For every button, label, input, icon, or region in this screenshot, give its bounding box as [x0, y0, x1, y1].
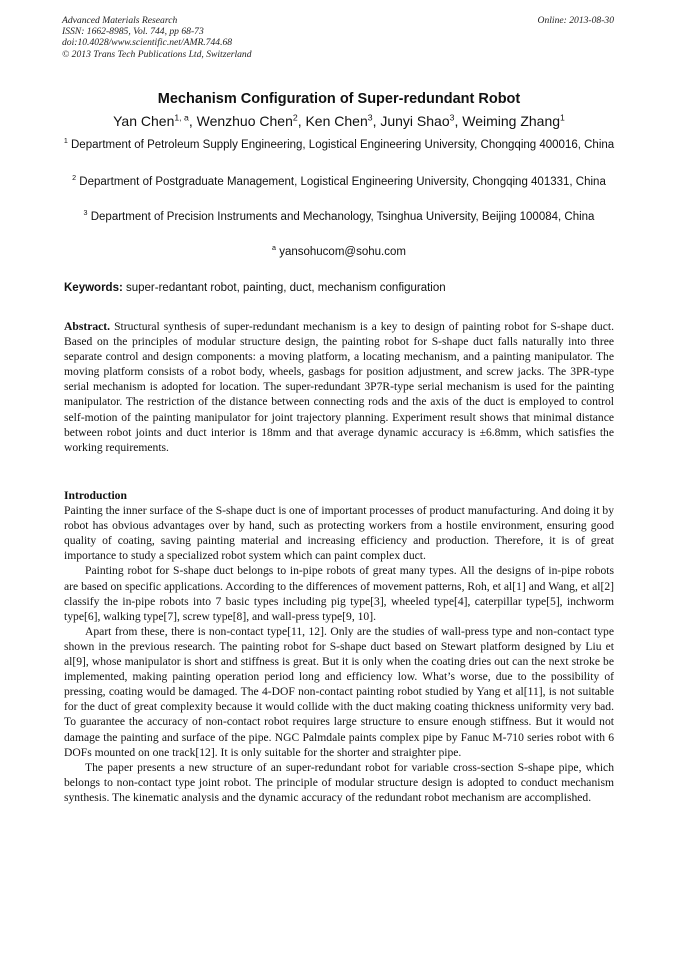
- online-date: Online: 2013-08-30: [537, 15, 614, 26]
- email-sup: a: [272, 244, 276, 253]
- abstract: [64, 319, 614, 455]
- affiliation-sup: 2: [72, 174, 77, 183]
- affiliation-text: Department of Postgraduate Management, Logistical Engineering University, Chongqing 401331, China: [79, 176, 606, 188]
- keywords: [64, 282, 616, 294]
- affiliation-2: [50, 175, 628, 191]
- author-sup: 1, a: [174, 112, 189, 123]
- affiliation-3: [50, 210, 628, 226]
- author-sup: 3: [367, 112, 373, 123]
- author-name: Wenzhuo Chen: [196, 113, 293, 129]
- author-sup: 2: [292, 112, 298, 123]
- introduction-section: [64, 488, 614, 805]
- author-list: Yan Chen$^{1, a}$, Wenzhuo Chen$^2$, Ken Chen$^3$, Junyi Shao$^3$, Weiming Zhang$^1$: [113, 112, 565, 129]
- affiliation-text: Department of Precision Instruments and Mechanology, Tsinghua University, Beijing 100084, China: [90, 211, 595, 223]
- section-heading: Introduction: [64, 489, 127, 502]
- doi-line: doi:10.4028/www.scientific.net/AMR.744.68: [62, 37, 233, 49]
- affiliation-text: Department of Petroleum Supply Engineering, Logistical Engineering University, Chongqing 400016, China: [71, 139, 615, 151]
- affiliation-1: [50, 138, 628, 154]
- journal-header: [62, 15, 252, 60]
- paragraph: Apart from these, there is non-contact type[11, 12]. Only are the studies of wall-press type and non-contact type shown in the previous research. The painting robot for S-shape duct based on Stewart platform designed by Liu et al[9], whose manipulator is short and stiffness is great. But it is only when the coating dries out can the next stroke be implemented, making painting operation period long and efficiency low. What’s worse, due to the possibility of pressing, coating would be damaged. The 4-DOF non-contact painting robot studied by Yang et al[11], is not suitable for the duct of great complexity because it would collide with the duct making coating thickness uniformity very bad. To guarantee the accuracy of non-contact robot requires large structure to ensure enough stiffness. But it would not damage the painting and surface of the pipe. NGC Palmdale paints complex pipe by Fanuc M-710 series robot with 6 DOFs mounted on one track[12]. It is only suitable for the shorter and straighter pipe.: [64, 624, 614, 759]
- author-sup: 1: [560, 112, 565, 123]
- author-name: Weiming Zhang: [462, 113, 561, 129]
- email-link[interactable]: yansohucom@sohu.com: [279, 246, 406, 258]
- author-email: [0, 246, 678, 258]
- issn-line: ISSN: 1662-8985, Vol. 744, pp 68-73: [62, 26, 204, 38]
- affiliation-sup: 3: [83, 209, 88, 218]
- keywords-label: Keywords:: [64, 282, 123, 294]
- paragraph: Painting robot for S-shape duct belongs to in-pipe robots of great many types. All the designs of in-pipe robots are based on specific applications. According to the differences of movement patterns, Roh, et al[1] and Wang, et al[2] classify the in-pipe robots into 7 basic types including pig type[3], wheeled type[4], caterpillar type[5], inchworm type[6], walking type[7], screw type[8], and wall-press type[9, 10].: [64, 564, 614, 623]
- keywords-text: super-redantant robot, painting, duct, mechanism configuration: [126, 282, 446, 294]
- author-sup: 3: [449, 112, 455, 123]
- paragraph: Painting the inner surface of the S-shape duct is one of important processes of product manufacturing. And doing it by robot has obvious advantages over by hand, such as protecting workers from a hostile environment, ensuring good quality of coating, saving painting material and increasing efficiency and production. Therefore, it is of great importance to study a specialized robot system which can paint complex duct.: [64, 504, 614, 563]
- paper-title: Mechanism Configuration of Super-redundant Robot: [157, 91, 521, 107]
- author-name: Yan Chen: [113, 113, 175, 129]
- abstract-label: Abstract.: [64, 320, 111, 333]
- paragraph: The paper presents a new structure of an super-redundant robot for variable cross-section S-shape pipe, which belongs to non-contact type joint robot. The principle of modular structure design is adopted to conduct mechanism synthesis. The kinematic analysis and the dynamic accuracy of the redundant robot mechanism are accomplished.: [64, 760, 614, 804]
- author-name: Junyi Shao: [380, 113, 450, 129]
- abstract-text: Structural synthesis of super-redundant mechanism is a key to design of painting robot for S-shape duct. Based on the principles of modular structure design, the painting robot for S-shape duct falls naturally into three separate control and design components: a moving platform, a locating mechanism, and a painting manipulator. The moving platform consists of a robot body, wheels, gasbags for position adjustment, and screw jacks. The 3PR-type serial mechanism is adopted for location. The super-redundant 3P7R-type serial mechanism is used for the painting manipulator. The restriction of the distance between connecting rods and the axis of the duct is employed to control self-motion of the painting manipulator for joint trajectory planning. Experiment result shows that minimal distance between robot joints and duct interior is 18mm and that average dynamic accuracy is ±6.8mm, which satisfies the working requirements.: [64, 320, 614, 454]
- affiliation-sup: 1: [63, 137, 68, 146]
- journal-name: Advanced Materials Research: [62, 15, 178, 26]
- copyright-line: © 2013 Trans Tech Publications Ltd, Switzerland: [62, 48, 252, 60]
- author-name: Ken Chen: [305, 113, 368, 129]
